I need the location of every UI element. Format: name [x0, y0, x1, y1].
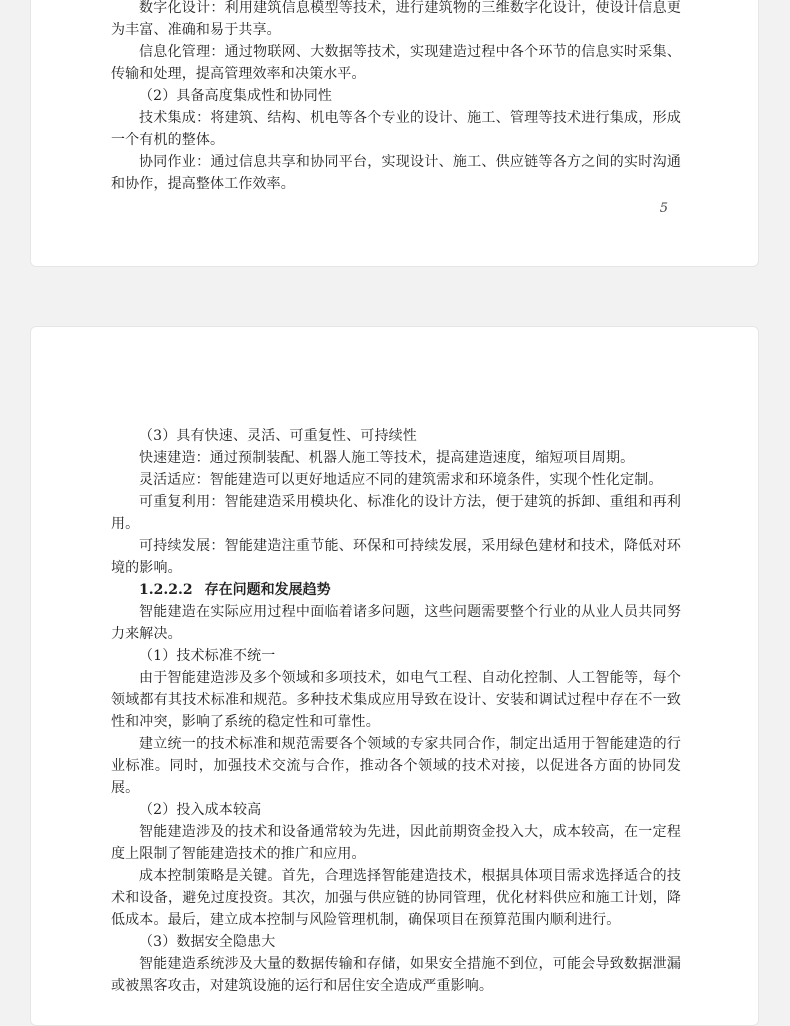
- subheading-fast-flexible: （3）具有快速、灵活、可重复性、可持续性: [139, 428, 417, 444]
- section-number: 1.2.2.2: [139, 582, 193, 598]
- section-title: 存在问题和发展趋势: [204, 582, 331, 598]
- paragraph-flexible-adaptation: 灵活适应：智能建造可以更好地适应不同的建筑需求和环境条件，实现个性化定制。: [139, 472, 663, 488]
- paragraph-collaborative-work: 协同作业：通过信息共享和协同平台，实现设计、施工、供应链等各方之间的实时沟通和协作，提高整体工作效率。: [111, 154, 681, 192]
- page-number: 5: [659, 201, 668, 216]
- paragraph-cost-issue: 智能建造涉及的技术和设备通常较为先进，因此前期资金投入大，成本较高，在一定程度上限制了智能建造技术的推广和应用。: [111, 824, 681, 862]
- document-page-top: [30, 0, 759, 267]
- paragraph-technology-integration: 技术集成：将建筑、结构、机电等各个专业的设计、施工、管理等技术进行集成，形成一个有机的整体。: [111, 110, 681, 148]
- page-top-body: [111, 0, 681, 195]
- paragraph-fast-construction: 快速建造：通过预制装配、机器人施工等技术，提高建造速度，缩短项目周期。: [139, 450, 635, 466]
- subheading-data-security: （3）数据安全隐患大: [139, 934, 276, 950]
- paragraph-standards-solution: 建立统一的技术标准和规范需要各个领域的专家共同合作，制定出适用于智能建造的行业标准。同时，加强技术交流与合作，推动各个领域的技术对接，以促进各方面的协同发展。: [111, 736, 681, 796]
- paragraph-problems-intro: 智能建造在实际应用过程中面临着诸多问题，这些问题需要整个行业的从业人员共同努力来解决。: [111, 604, 681, 642]
- paragraph-cost-strategy: 成本控制策略是关键。首先，合理选择智能建造技术，根据具体项目需求选择适合的技术和设备，避免过度投资。其次，加强与供应链的协同管理，优化材料供应和施工计划，降低成本。最后，建立成本控制与风险管理机制，确保项目在预算范围内顺利进行。: [111, 868, 681, 928]
- paragraph-information-management: 信息化管理：通过物联网、大数据等技术，实现建造过程中各个环节的信息实时采集、传输和处理，提高管理效率和决策水平。: [111, 44, 681, 82]
- document-page-bottom: [30, 326, 759, 1026]
- section-heading: [111, 579, 681, 601]
- paragraph-digital-design: 数字化设计：利用建筑信息模型等技术，进行建筑物的三维数字化设计，使设计信息更为丰富、准确和易于共享。: [111, 0, 681, 38]
- subheading-standards: （1）技术标准不统一: [139, 648, 276, 664]
- paragraph-sustainability: 可持续发展：智能建造注重节能、环保和可持续发展，采用绿色建材和技术，降低对环境的影响。: [111, 538, 681, 576]
- paragraph-reusability: 可重复利用：智能建造采用模块化、标准化的设计方法，便于建筑的拆卸、重组和再利用。: [111, 494, 681, 532]
- subheading-integration: （2）具备高度集成性和协同性: [139, 88, 333, 104]
- page-bottom-body: [111, 425, 681, 997]
- subheading-cost: （2）投入成本较高: [139, 802, 262, 818]
- paragraph-standards-issue: 由于智能建造涉及多个领域和多项技术，如电气工程、自动化控制、人工智能等，每个领域都有其技术标准和规范。多种技术集成应用导致在设计、安装和调试过程中存在不一致性和冲突，影响了系统的稳定性和可靠性。: [111, 670, 681, 730]
- paragraph-data-security: 智能建造系统涉及大量的数据传输和存储，如果安全措施不到位，可能会导致数据泄漏或被黑客攻击，对建筑设施的运行和居住安全造成严重影响。: [111, 956, 681, 994]
